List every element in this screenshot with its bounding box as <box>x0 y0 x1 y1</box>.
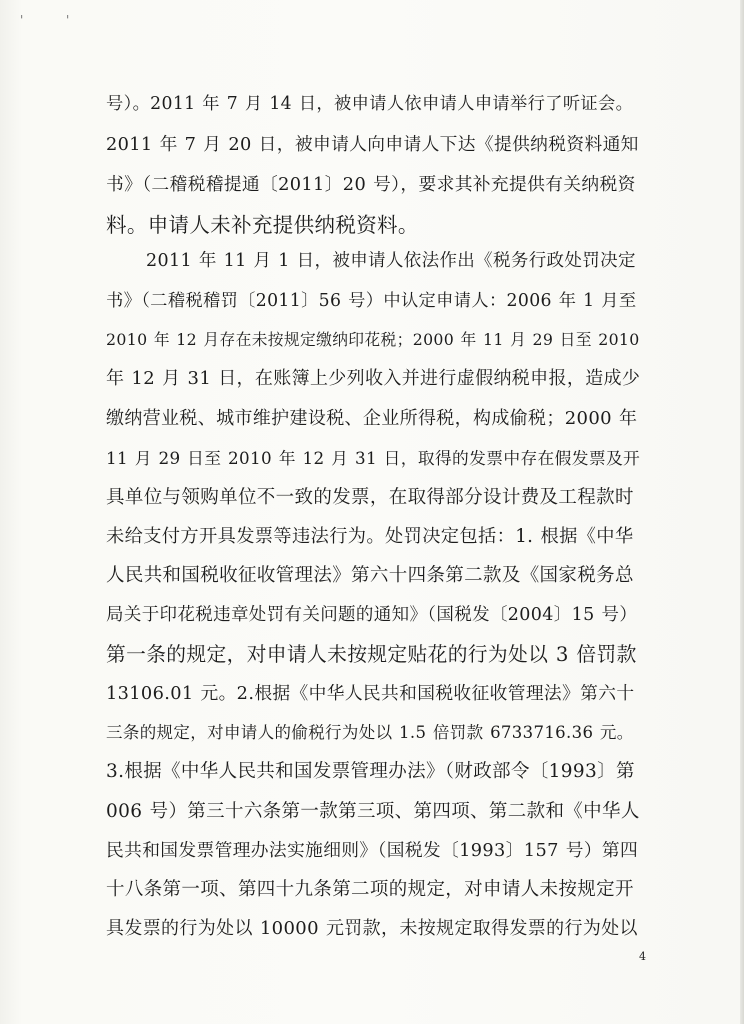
text-line-11: 具单位与领购单位不一致的发票，在取得部分设计费及工程款时 <box>106 487 634 508</box>
text-line-5: 2011 年 11 月 1 日，被申请人依法作出《税务行政处罚决定 <box>146 251 636 271</box>
scan-mark: ' <box>66 13 70 27</box>
text-line-6: 书》（二稽税稽罚〔2011〕56 号）中认定申请人：2006 年 1 月至 <box>106 291 637 311</box>
page-number: 4 <box>639 950 646 963</box>
text-line-2: 2011 年 7 月 20 日，被申请人向申请人下达《提供纳税资料通知 <box>106 135 639 155</box>
text-line-16: 13106.01 元。2.根据《中华人民共和国税收征收管理法》第六十 <box>106 684 635 704</box>
text-line-21: 十八条第一项、第四十九条第二项的规定，对申请人未按规定开 <box>106 879 634 900</box>
text-line-10: 11 月 29 日至 2010 年 12 月 31 日，取得的发票中存在假发票及开 <box>106 448 641 468</box>
text-line-1: 号）。2011 年 7 月 14 日，被申请人依申请人申请举行了听证会。 <box>106 94 634 114</box>
text-line-7: 2010 年 12 月存在未按规定缴纳印花税；2000 年 11 月 29 日至 2010 <box>106 330 640 349</box>
text-line-15: 第一条的规定，对申请人未按规定贴花的行为处以 3 倍罚款 <box>106 643 637 666</box>
text-line-3: 书》（二稽税稽提通〔2011〕20 号），要求其补充提供有关纳税资 <box>106 175 636 195</box>
text-line-22: 具发票的行为处以 10000 元罚款，未按规定取得发票的行为处以 <box>106 918 638 939</box>
text-line-19: 006 号）第三十六条第一款第三项、第四项、第二款和《中华人 <box>106 801 640 822</box>
text-line-12: 未给支付方开具发票等违法行为。处罚决定包括：1. 根据《中华 <box>106 526 634 547</box>
text-line-13: 人民共和国税收征收管理法》第六十四条第二款及《国家税务总 <box>106 565 634 586</box>
scan-mark: ' <box>20 13 24 27</box>
text-line-9: 缴纳营业税、城市维护建设税、企业所得税，构成偷税；2000 年 <box>106 408 638 429</box>
scan-right-edge <box>740 0 744 1024</box>
text-line-18: 3.根据《中华人民共和国发票管理办法》（财政部令〔1993〕第 <box>106 761 635 782</box>
text-line-14: 局关于印花税违章处罚有关问题的通知》（国税发〔2004〕15 号） <box>106 605 638 625</box>
text-line-20: 民共和国发票管理办法实施细则》（国税发〔1993〕157 号）第四 <box>106 841 639 861</box>
text-line-17: 三条的规定，对申请人的偷税行为处以 1.5 倍罚款 6733716.36 元。 <box>106 723 634 742</box>
text-line-4: 料。申请人未补充提供纳税资料。 <box>106 213 419 237</box>
text-line-8: 年 12 月 31 日，在账簿上少列收入并进行虚假纳税申报，造成少 <box>106 368 641 389</box>
